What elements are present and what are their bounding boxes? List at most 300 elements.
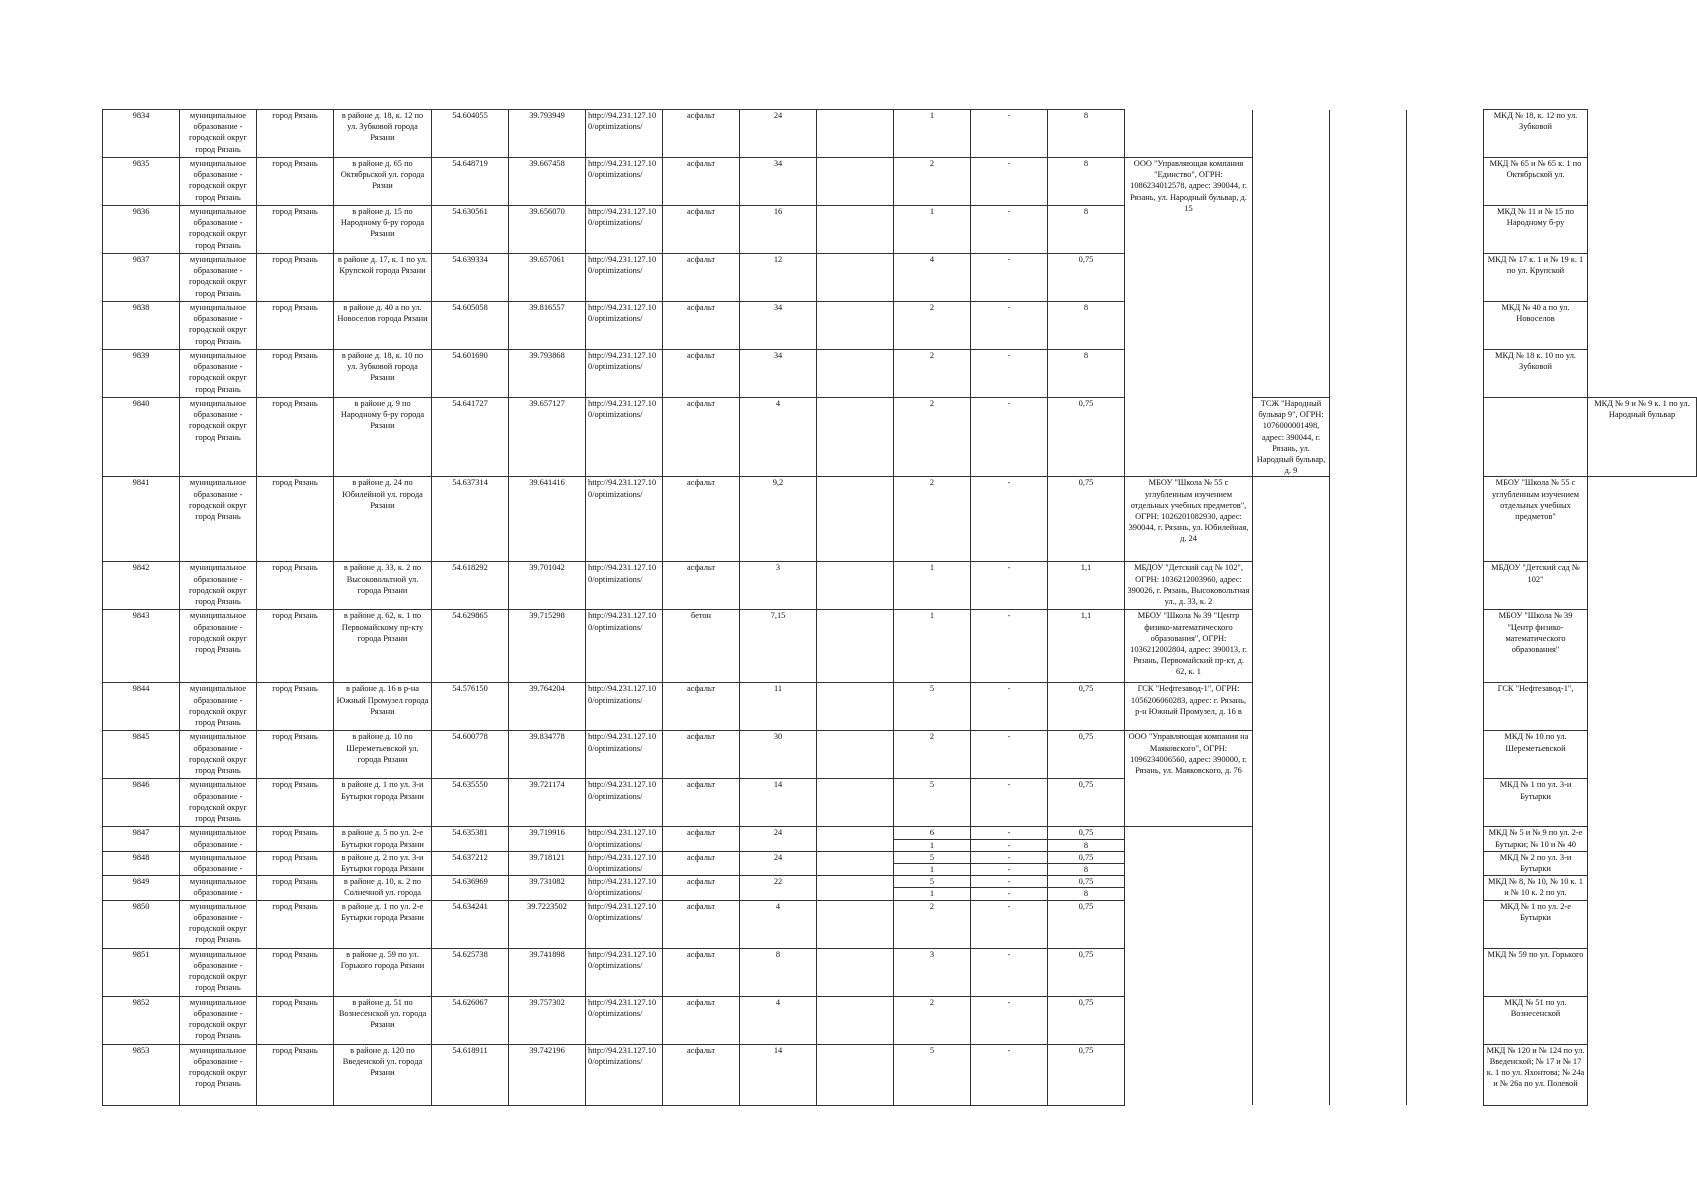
area-cell: 24 [740,110,817,158]
empty-cell [817,206,894,254]
dash-cell: - [971,779,1048,827]
longitude-cell: 39.742196 [509,1044,586,1105]
row-number: 9836 [103,206,180,254]
longitude-cell: 39.715298 [509,610,586,683]
table-row [103,158,1697,206]
owner-cell: МКД № 17 к. 1 и № 19 к. 1 по ул. Крупской [1484,254,1588,302]
empty-cell [817,158,894,206]
address-cell: в районе д. 18, к. 12 по ул. Зубковой города Рязани [334,110,432,158]
volume-cell [1048,827,1125,851]
blank-cell [1330,110,1407,158]
empty-cell [817,1044,894,1105]
blank-cell [1407,900,1484,948]
municipality-cell: муниципальное образование - городской округ город Рязань [180,158,257,206]
blank-cell [1330,562,1407,610]
dash-cell: - [971,948,1048,996]
latitude-cell: 54.637314 [432,477,509,562]
table-row [103,683,1697,731]
row-number: 9849 [103,876,180,900]
blank-cell [1125,110,1253,158]
owner-cell: МКД № 2 по ул. 3-и Бутырки [1484,851,1588,875]
row-number: 9840 [103,398,180,477]
container-count-cell: 1 [894,206,971,254]
dash-cell: - [971,900,1048,948]
volume-cell: 8 [1048,302,1125,350]
container-count-cell: 2 [894,900,971,948]
longitude-cell: 39.657127 [509,398,586,477]
dash-cell [971,827,1048,851]
owner-cell: МКД № 11 и № 15 по Народному б-ру [1484,206,1588,254]
area-cell: 24 [740,827,817,851]
dash-cell-part: - [1007,840,1011,850]
container-count-cell: 1 [894,610,971,683]
blank-cell [1330,254,1407,302]
latitude-cell: 54.641727 [432,398,509,477]
volume-cell: 0,75 [1048,398,1125,477]
dash-cell: - [971,158,1048,206]
table-row [103,302,1697,350]
container-count-cell [894,851,971,875]
empty-cell [817,827,894,851]
city-cell: город Рязань [257,477,334,562]
latitude-cell: 54.629865 [432,610,509,683]
area-cell: 4 [740,398,817,477]
surface-cell: бетон [663,610,740,683]
address-cell: в районе д. 1 по ул. 2-е Бутырки города Рязани [334,900,432,948]
empty-cell [817,350,894,398]
blank-cell [1407,562,1484,610]
city-cell: город Рязань [257,158,334,206]
area-cell: 22 [740,876,817,900]
municipality-cell: муниципальное образование - городской округ город Рязань [180,206,257,254]
area-cell: 9,2 [740,477,817,562]
owner-cell: МКД № 5 и № 9 по ул. 2-е Бутырки; № 10 и № 40 [1484,827,1588,851]
dash-cell: - [971,731,1048,779]
address-cell: в районе д. 10, к. 2 по Солнечной ул. города [334,876,432,900]
latitude-cell: 54.604055 [432,110,509,158]
surface-cell: асфальт [663,254,740,302]
blank-cell [1125,827,1253,1105]
blank-cell [1330,900,1407,948]
table-row [103,398,1697,477]
volume-cell: 0,75 [1048,996,1125,1044]
link-cell: http://94.231.127.10 0/optimizations/ [586,254,663,302]
owner-cell: МКД № 1 по ул. 2-е Бутырки [1484,900,1588,948]
empty-cell [817,302,894,350]
link-cell: http://94.231.127.10 0/optimizations/ [586,562,663,610]
volume-cell: 0,75 [1048,948,1125,996]
container-count-cell: 3 [894,948,971,996]
manager-cell: ГСК "Нефтезавод-1", ОГРН: 1056206060283, адрес: г. Рязань, р-н Южный Промузел, д. 16 в [1125,683,1253,731]
blank-cell [1253,851,1330,875]
owner-cell: МБДОУ "Детский сад № 102" [1484,562,1588,610]
volume-cell: 1,1 [1048,562,1125,610]
latitude-cell: 54.601690 [432,350,509,398]
owner-cell: МКД № 10 по ул. Шереметьевской [1484,731,1588,779]
table-row [103,900,1697,948]
blank-cell [1407,683,1484,731]
table-row [103,610,1697,683]
surface-cell: асфальт [663,562,740,610]
blank-cell [1330,948,1407,996]
longitude-cell: 39.667458 [509,158,586,206]
blank-cell [1330,477,1407,562]
area-cell: 14 [740,1044,817,1105]
surface-cell: асфальт [663,900,740,948]
blank-cell [1253,683,1330,731]
municipality-cell: муниципальное образование - городской округ город Рязань [180,610,257,683]
blank-cell [1330,683,1407,731]
volume-cell: 1,1 [1048,610,1125,683]
blank-cell [1253,827,1330,851]
longitude-cell: 39.719916 [509,827,586,851]
blank-cell [1253,302,1330,350]
volume-cell: 0,75 [1048,900,1125,948]
blank-cell [1407,731,1484,779]
city-cell: город Рязань [257,350,334,398]
address-cell: в районе д. 10 по Шереметьевской ул. города Рязани [334,731,432,779]
dash-cell: - [971,562,1048,610]
blank-cell [1253,254,1330,302]
manager-cell: МБДОУ "Детский сад № 102", ОГРН: 1036212003960, адрес: 390026, г. Рязань, Высоковольтная ул., д. 33, к. 2 [1125,562,1253,610]
row-number: 9834 [103,110,180,158]
blank-cell [1407,1044,1484,1105]
owner-cell: МКД № 8, № 10, № 10 к. 1 и № 10 к. 2 по ул. [1484,876,1588,900]
dash-cell-part: - [1007,889,1011,899]
latitude-cell: 54.625738 [432,948,509,996]
owner-cell: МБОУ "Школа № 55 с углубленным изучением отдельных учебных предметов" [1484,477,1588,562]
volume-cell-part: 0,75 [1048,827,1124,839]
latitude-cell: 54.635381 [432,827,509,851]
blank-cell [1407,876,1484,900]
latitude-cell: 54.648719 [432,158,509,206]
longitude-cell: 39.741898 [509,948,586,996]
row-number: 9847 [103,827,180,851]
table-row [103,876,1697,900]
link-cell: http://94.231.127.10 0/optimizations/ [586,948,663,996]
address-cell: в районе д. 65 по Октябрьской ул. города Рязни [334,158,432,206]
surface-cell: асфальт [663,851,740,875]
row-number: 9853 [103,1044,180,1105]
area-cell: 34 [740,302,817,350]
latitude-cell: 54.576150 [432,683,509,731]
surface-cell: асфальт [663,206,740,254]
table-row [103,206,1697,254]
municipality-cell: муниципальное образование - [180,876,257,900]
registry-table [102,109,1697,1106]
area-cell: 4 [740,900,817,948]
container-count-cell-part: 5 [894,852,970,864]
area-cell: 30 [740,731,817,779]
volume-cell: 0,75 [1048,254,1125,302]
surface-cell: асфальт [663,350,740,398]
blank-cell [1253,206,1330,254]
dash-cell-part: - [971,827,1047,839]
longitude-cell: 39.757302 [509,996,586,1044]
container-count-cell: 2 [894,731,971,779]
city-cell: город Рязань [257,996,334,1044]
latitude-cell: 54.626067 [432,996,509,1044]
area-cell: 11 [740,683,817,731]
container-count-cell: 2 [894,350,971,398]
owner-cell: МКД № 51 по ул. Вознесенской [1484,996,1588,1044]
latitude-cell: 54.618911 [432,1044,509,1105]
container-count-cell-part: 1 [929,889,935,899]
blank-cell [1407,779,1484,827]
latitude-cell: 54.630561 [432,206,509,254]
volume-cell-part: 0,75 [1048,852,1124,864]
surface-cell: асфальт [663,1044,740,1105]
link-cell: http://94.231.127.10 0/optimizations/ [586,158,663,206]
blank-cell [1407,302,1484,350]
address-cell: в районе д. 5 по ул. 2-е Бутырки города Рязани [334,827,432,851]
area-cell: 7,15 [740,610,817,683]
link-cell: http://94.231.127.10 0/optimizations/ [586,398,663,477]
link-cell: http://94.231.127.10 0/optimizations/ [586,900,663,948]
address-cell: в районе д. 17, к. 1 по ул. Крупской города Рязани [334,254,432,302]
blank-cell [1407,610,1484,683]
dash-cell: - [971,350,1048,398]
latitude-cell: 54.635550 [432,779,509,827]
blank-cell [1330,996,1407,1044]
link-cell: http://94.231.127.10 0/optimizations/ [586,477,663,562]
area-cell: 8 [740,948,817,996]
city-cell: город Рязань [257,254,334,302]
city-cell: город Рязань [257,683,334,731]
container-count-cell: 2 [894,477,971,562]
row-number: 9835 [103,158,180,206]
blank-cell [1484,398,1588,477]
blank-cell [1253,779,1330,827]
registry-body [103,110,1697,1106]
owner-cell: ГСК "Нефтезавод-1", [1484,683,1588,731]
longitude-cell: 39.764204 [509,683,586,731]
longitude-cell: 39.641416 [509,477,586,562]
container-count-cell: 2 [894,302,971,350]
volume-cell [1048,851,1125,875]
longitude-cell: 39.834778 [509,731,586,779]
table-row [103,996,1697,1044]
blank-cell [1330,876,1407,900]
city-cell: город Рязань [257,851,334,875]
longitude-cell: 39.793868 [509,350,586,398]
link-cell: http://94.231.127.10 0/optimizations/ [586,996,663,1044]
empty-cell [817,731,894,779]
empty-cell [817,610,894,683]
address-cell: в районе д. 18, к. 10 по ул. Зубковой города Рязани [334,350,432,398]
blank-cell [1253,350,1330,398]
blank-cell [1407,398,1484,477]
blank-cell [1253,110,1330,158]
blank-cell [1330,158,1407,206]
empty-cell [817,996,894,1044]
surface-cell: асфальт [663,158,740,206]
blank-cell [1330,610,1407,683]
table-row [103,1044,1697,1105]
address-cell: в районе д. 33, к. 2 по Высоковольтной ул. города Рязани [334,562,432,610]
blank-cell [1253,610,1330,683]
manager-cell: ООО "Управляющая компания "Единство", ОГРН: 1086234012578, адрес: 390044, г. Рязань, ул. Народный бульвар, д. 15 [1125,158,1253,477]
city-cell: город Рязань [257,948,334,996]
owner-cell: МКД № 40 а по ул. Новоселов [1484,302,1588,350]
surface-cell: асфальт [663,876,740,900]
row-number: 9845 [103,731,180,779]
address-cell: в районе д. 2 по ул. 3-и Бутырки города Рязани [334,851,432,875]
volume-cell: 8 [1048,206,1125,254]
blank-cell [1253,731,1330,779]
longitude-cell: 39.657061 [509,254,586,302]
city-cell: город Рязань [257,731,334,779]
dash-cell: - [971,477,1048,562]
latitude-cell: 54.618292 [432,562,509,610]
city-cell: город Рязань [257,610,334,683]
owner-cell: МБОУ "Школа № 39 "Центр физико-математического образования" [1484,610,1588,683]
longitude-cell: 39.731082 [509,876,586,900]
dash-cell: - [971,254,1048,302]
municipality-cell: муниципальное образование - городской округ город Рязань [180,110,257,158]
container-count-cell: 5 [894,683,971,731]
blank-cell [1330,851,1407,875]
blank-cell [1407,350,1484,398]
municipality-cell: муниципальное образование - городской округ город Рязань [180,779,257,827]
longitude-cell: 39.718121 [509,851,586,875]
blank-cell [1253,876,1330,900]
surface-cell: асфальт [663,996,740,1044]
longitude-cell: 39.656070 [509,206,586,254]
table-row [103,110,1697,158]
manager-cell: ТСЖ "Народный бульвар 9", ОГРН: 1076000001498, адрес: 390044, г. Рязань, ул. Народный бульвар, д. 9 [1253,398,1330,477]
owner-cell: МКД № 9 и № 9 к. 1 по ул. Народный бульвар [1588,398,1697,477]
container-count-cell: 5 [894,1044,971,1105]
longitude-cell: 39.816557 [509,302,586,350]
container-count-cell: 1 [894,110,971,158]
volume-cell-part: 8 [1083,840,1089,850]
address-cell: в районе д. 1 по ул. 3-и Бутырки города Рязани [334,779,432,827]
row-number: 9841 [103,477,180,562]
dash-cell: - [971,683,1048,731]
municipality-cell: муниципальное образование - городской округ город Рязань [180,477,257,562]
address-cell: в районе д. 120 по Введенской ул. города Рязани [334,1044,432,1105]
address-cell: в районе д. 40 а по ул. Новоселов города Рязани [334,302,432,350]
empty-cell [817,851,894,875]
volume-cell: 0,75 [1048,1044,1125,1105]
area-cell: 34 [740,350,817,398]
table-row [103,731,1697,779]
latitude-cell: 54.600778 [432,731,509,779]
manager-cell: ООО "Управляющая компания на Маяковского", ОГРН: 1096234006560, адрес: 390000, г. Рязань, ул. Маяковского, д. 76 [1125,731,1253,827]
owner-cell: МКД № 18 к. 10 по ул. Зубковой [1484,350,1588,398]
address-cell: в районе д. 9 по Народному б-ру города Рязани [334,398,432,477]
table-row [103,477,1697,562]
municipality-cell: муниципальное образование - городской округ город Рязань [180,302,257,350]
container-count-cell: 2 [894,398,971,477]
container-count-cell [894,876,971,900]
dash-cell: - [971,996,1048,1044]
empty-cell [817,900,894,948]
volume-cell-part: 8 [1083,889,1089,899]
table-row [103,827,1697,851]
municipality-cell: муниципальное образование - городской округ город Рязань [180,254,257,302]
container-count-cell-part: 6 [894,827,970,839]
municipality-cell: муниципальное образование - городской округ город Рязань [180,562,257,610]
city-cell: город Рязань [257,110,334,158]
municipality-cell: муниципальное образование - городской округ город Рязань [180,948,257,996]
dash-cell: - [971,398,1048,477]
link-cell: http://94.231.127.10 0/optimizations/ [586,827,663,851]
link-cell: http://94.231.127.10 0/optimizations/ [586,851,663,875]
link-cell: http://94.231.127.10 0/optimizations/ [586,779,663,827]
dash-cell-part: - [971,852,1047,864]
link-cell: http://94.231.127.10 0/optimizations/ [586,302,663,350]
longitude-cell: 39.793949 [509,110,586,158]
city-cell: город Рязань [257,827,334,851]
row-number: 9843 [103,610,180,683]
container-count-cell: 4 [894,254,971,302]
blank-cell [1253,562,1330,610]
container-count-cell: 1 [894,562,971,610]
table-row [103,562,1697,610]
row-number: 9842 [103,562,180,610]
city-cell: город Рязань [257,779,334,827]
municipality-cell: муниципальное образование - городской округ город Рязань [180,398,257,477]
dash-cell-part: - [971,876,1047,888]
blank-cell [1253,900,1330,948]
surface-cell: асфальт [663,948,740,996]
area-cell: 24 [740,851,817,875]
owner-cell: МКД № 1 по ул. 3-и Бутырки [1484,779,1588,827]
blank-cell [1407,948,1484,996]
address-cell: в районе д. 16 в р-на Южный Промузел города Рязани [334,683,432,731]
empty-cell [817,398,894,477]
city-cell: город Рязань [257,900,334,948]
empty-cell [817,562,894,610]
surface-cell: асфальт [663,827,740,851]
municipality-cell: муниципальное образование - [180,827,257,851]
longitude-cell: 39.721174 [509,779,586,827]
surface-cell: асфальт [663,731,740,779]
dash-cell-part: - [1007,865,1011,875]
municipality-cell: муниципальное образование - городской округ город Рязань [180,683,257,731]
municipality-cell: муниципальное образование - городской округ город Рязань [180,731,257,779]
container-count-cell: 2 [894,996,971,1044]
address-cell: в районе д. 24 по Юбилейной ул. города Рязани [334,477,432,562]
blank-cell [1253,996,1330,1044]
blank-cell [1253,477,1330,562]
surface-cell: асфальт [663,398,740,477]
area-cell: 14 [740,779,817,827]
latitude-cell: 54.636969 [432,876,509,900]
dash-cell: - [971,206,1048,254]
municipality-cell: муниципальное образование - городской округ город Рязань [180,900,257,948]
container-count-cell-part: 5 [894,876,970,888]
blank-cell [1407,851,1484,875]
table-row [103,779,1697,827]
empty-cell [817,779,894,827]
row-number: 9852 [103,996,180,1044]
row-number: 9838 [103,302,180,350]
table-row [103,254,1697,302]
volume-cell: 8 [1048,158,1125,206]
row-number: 9850 [103,900,180,948]
row-number: 9851 [103,948,180,996]
table-row [103,350,1697,398]
longitude-cell: 39.701042 [509,562,586,610]
table-row [103,948,1697,996]
city-cell: город Рязань [257,1044,334,1105]
blank-cell [1253,1044,1330,1105]
latitude-cell: 54.605058 [432,302,509,350]
blank-cell [1253,948,1330,996]
